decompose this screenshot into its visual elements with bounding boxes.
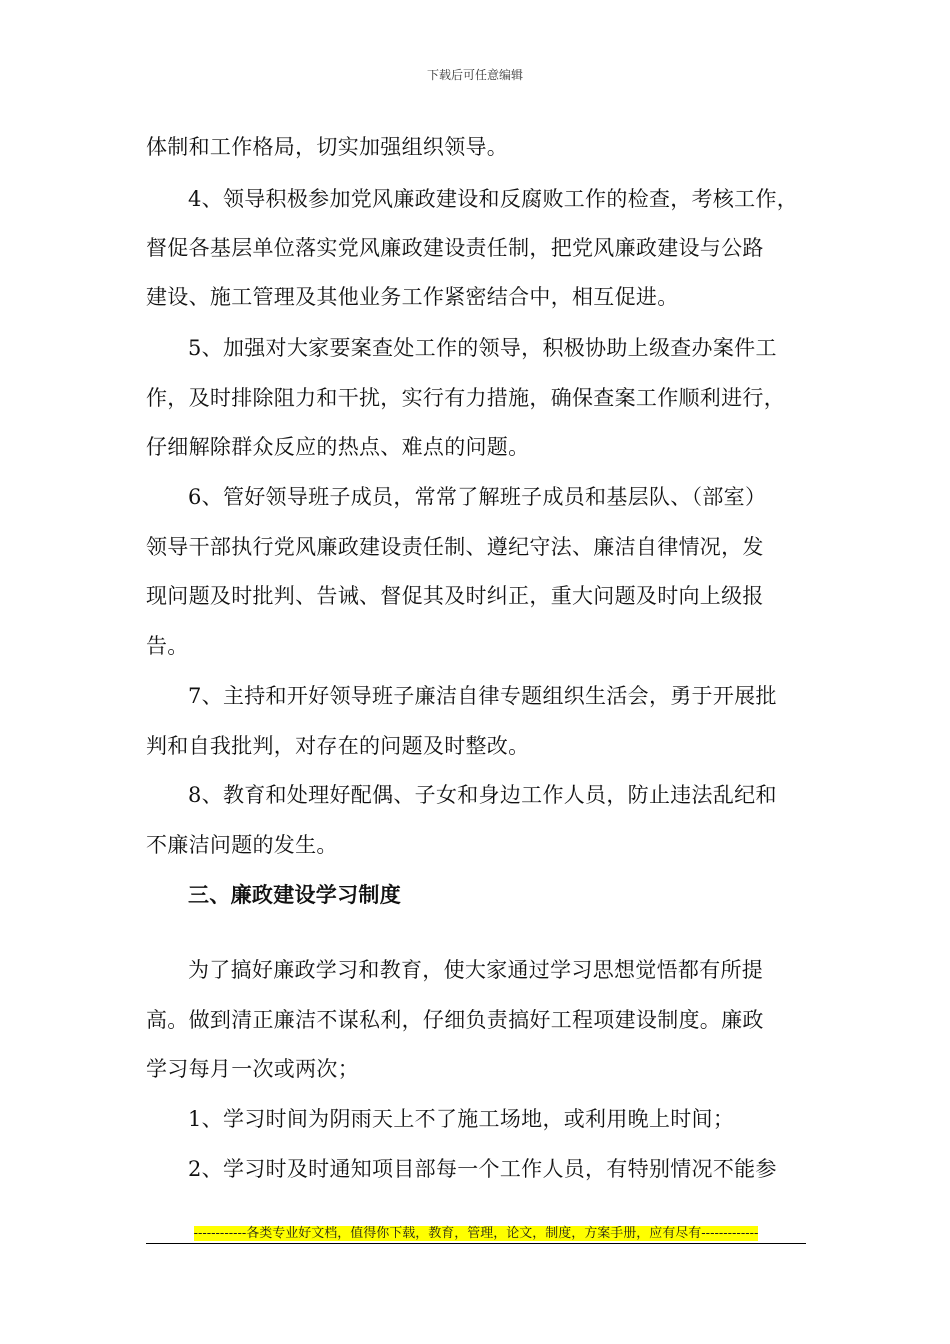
footer-banner: ------------各类专业好文档，值得你下载，教育，管理，论文，制度，方案手册，应有尽有-------------	[193, 1226, 759, 1241]
body-line: 为了搞好廉政学习和教育，使大家通过学习思想觉悟都有所提	[188, 958, 764, 982]
body-line: 1、学习时间为阴雨天上不了施工场地，或利用晚上时间；	[188, 1107, 735, 1131]
body-line: 6、管好领导班子成员，常常了解班子成员和基层队、（部室）	[188, 485, 767, 509]
footer-divider	[146, 1243, 806, 1244]
body-line: 领导干部执行党风廉政建设责任制、遵纪守法、廉洁自律情况，发	[146, 535, 764, 559]
body-line: 高。做到清正廉洁不谋私利，仔细负责搞好工程项建设制度。廉政	[146, 1008, 764, 1032]
body-line: 建设、施工管理及其他业务工作紧密结合中，相互促进。	[146, 285, 679, 309]
body-line: 8、教育和处理好配偶、子女和身边工作人员，防止违法乱纪和	[188, 783, 777, 807]
body-line: 督促各基层单位落实党风廉政建设责任制，把党风廉政建设与公路	[146, 236, 764, 260]
body-line: 4、领导积极参加党风廉政建设和反腐败工作的检查，考核工作，	[188, 187, 799, 211]
page-header: 下载后可任意编辑	[426, 68, 523, 82]
body-line: 不廉洁问题的发生。	[146, 833, 338, 857]
section-heading: 三、廉政建设学习制度	[188, 882, 401, 907]
page-footer	[146, 1222, 806, 1241]
body-line: 体制和工作格局，切实加强组织领导。	[146, 135, 509, 159]
body-line: 5、加强对大家要案查处工作的领导，积极协助上级查办案件工	[188, 336, 777, 360]
body-line: 现问题及时批判、告诫、督促其及时纠正，重大问题及时向上级报	[146, 584, 764, 608]
body-line: 作，及时排除阻力和干扰，实行有力措施，确保查案工作顺利进行，	[146, 386, 785, 410]
body-line: 学习每月一次或两次；	[146, 1057, 359, 1081]
body-line: 7、主持和开好领导班子廉洁自律专题组织生活会，勇于开展批	[188, 684, 777, 708]
body-line: 2、学习时及时通知项目部每一个工作人员，有特别情况不能参	[188, 1157, 777, 1181]
body-line: 仔细解除群众反应的热点、难点的问题。	[146, 435, 530, 459]
body-line: 判和自我批判，对存在的问题及时整改。	[146, 734, 530, 758]
body-line: 告。	[146, 634, 189, 658]
